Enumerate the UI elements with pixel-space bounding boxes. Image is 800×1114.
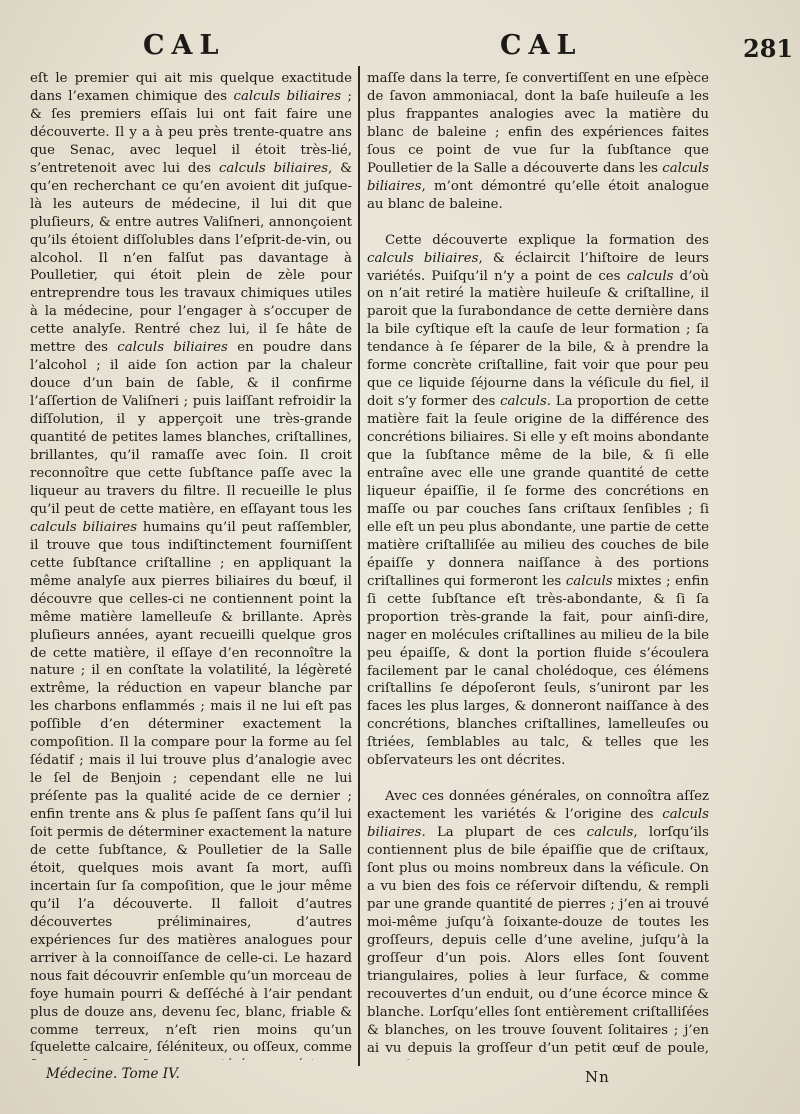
running-head-right: CAL (500, 30, 583, 61)
text-run: . La proportion de cette matière fait la ſeule origine de la différence des concrétions biliaires. Si elle y eſt moins abondante que la ſubſtance même de la bile, & ſi elle entraîne avec elle une grande quantité de cette liqueur épaiſſie, il ſe forme des concrétions en maſſe ou par couches ſans criſtaux ſenſibles ; ſi elle eſt un peu plus abondante, une partie de cette matière criſtalliſée au milieu des couches de bile épaiſſe y donnera naiſſance à des portions criſtallines qui formeront les (367, 394, 709, 589)
paragraph (367, 788, 709, 1060)
italic-term: calculs (565, 573, 613, 589)
text-run: Avec ces données générales, on connoîtra aſſez exactement les variétés & l’origine des (367, 789, 709, 823)
text-run: humains qu’il peut raſſembler, il trouve que tous indiſtinctement fourniſſent cette ſubſtance criſtalline ; en appliquant la même analyſe aux pierres biliaires du bœuf, il découvre que celles-ci ne contiennent point la même matière lamelleuſe & brillante. Après pluſieurs années, ayant recueilli quelque gros de cette matière, il eſſaye d’en reconnoître la nature ; il en conſtate la volatilité, la légèreté extrême, la réduction en vapeur blanche par les charbons enflammés ; mais il ne lui eſt pas poſſible d’en déterminer exactement la compoſition. Il la compare pour la forme au ſel ſédatif ; mais il lui trouve plus d’analogie avec le ſel de Benjoin ; cependant elle ne lui préſente pas la qualité acide de ce dernier ; enfin trente ans & plus ſe paſſent ſans qu’il lui ſoit permis de déterminer exactement la nature de cette ſubſtance, & Poulletier de la Salle étoit, quelques mois avant ſa mort, auſſi incertain ſur ſa compoſition, que le jour même qu’il l’a découverte. Il falloit d’autres découvertes préliminaires, d’autres expériences ſur des matières analogues pour arriver à la connoiſſance de celle-ci. Le hazard nous fait découvrir enſemble qu’un morceau de foye humain pourri & deſſéché à l’air pendant plus de douze ans, devenu ſec, blanc, friable & comme terreux, n’eſt rien moins qu’un ſquelette calcaire, ſéléniteux, ou oſſeux, comme (30, 519, 352, 1056)
italic-term: calculs biliaires (367, 807, 709, 841)
column-divider (358, 66, 360, 1066)
text-run: d’où on n’ait retiré la matière huileuſe & criſtalline, il paroit que la ſurabondance de cette dernière dans la bile cyſtique eſt la cauſe de leur formation ; ſa tendance à ſe ſéparer de la bile, & à prendre la forme concrète criſtalline, fait voir que pour peu que ce liquide ſéjourne dans la véſicule du fiel, il doit s’y former des (367, 268, 709, 410)
text-run: , m’ont démontré qu’elle étoit analogue au blanc de baleine. (367, 178, 709, 212)
left-column (30, 70, 352, 1060)
text-run: mixtes ; enfin ſi cette ſubſtance eſt très-abondante, & ſi ſa proportion très-grande la fait, pour ainſi-dire, nager en molécules criſtallines au milieu de la bile peu épaiſſe, & dont la portion fluide s’écoulera facilement par le canal cholédoque, ces élémens criſtallins ſe dépoſeront ſeuls, s’uniront par les faces les plus larges, & donneront naiſſance à des concrétions, blanches criſtallines, lamelleuſes ou ſtriées, ſemblables au talc, & telles que les obſervateurs les ont décrites. (367, 573, 709, 769)
italic-term: calculs (586, 825, 634, 841)
italic-term: calculs biliaires (233, 88, 342, 104)
text-run: , lorſqu’ils contiennent plus de bile épaiſſie que de criſtaux, ſont plus ou moins nombreux dans la véſicule. On a vu bien des fois ce réſervoir diſtendu, & rempli par une grande quantité de pierres ; j’en ai trouvé moi-même juſqu’à ſoixante-douze de toutes les groſſeurs, depuis celle d’une aveline, juſqu’à la groſſeur d’un pois. Alors elles ſont ſouvent triangulaires, polies à leur ſurface, & comme recouvertes d’un enduit, ou d’une écorce mince & blanche. Lorſqu’elles ſont entièrement criſtalliſées & blanches, on les trouve ſouvent ſolitaires ; j’en ai vu depuis la groſſeur d’un petit œuf de poule, (367, 825, 709, 1056)
right-column (367, 70, 709, 1060)
italic-term: calculs (500, 394, 547, 410)
italic-term: calculs biliaires (367, 250, 479, 266)
text-run: . La plupart de ces (421, 825, 587, 841)
running-header (0, 30, 800, 64)
signature-mark: Nn (585, 1068, 610, 1086)
paragraph (367, 232, 709, 771)
running-head-left: CAL (143, 30, 226, 61)
italic-term: calculs biliaires (30, 519, 138, 535)
text-run: , & éclaircit l’hiſtoire de leurs variétés. Puiſqu’il n’y a point de ces (367, 250, 709, 284)
italic-term: calculs biliaires (367, 160, 709, 194)
italic-term: calculs biliaires (218, 160, 329, 176)
text-run: ; & ſes premiers eſſais lui ont fait faire une découverte. Il y a à peu près trente-quatre ans que Senac, avec lequel il étoit très-lié, s’entretenoit avec lui des (30, 88, 352, 176)
text-run: Cette découverte explique la formation des (385, 232, 709, 248)
italic-term: calculs (626, 268, 674, 284)
text-run: eſt le premier qui ait mis quelque exactitude dans l’examen chimique des (30, 71, 352, 104)
footer-signature: Médecine. Tome IV. (46, 1066, 180, 1082)
page-number: 281 (743, 34, 794, 63)
italic-term: calculs biliaires (117, 340, 228, 356)
text-run: , & qu’en recherchant ce qu’en avoient dit juſque-là les auteurs de médecine, il lui dit que pluſieurs, & entre autres Valiſneri, annonçoient qu’ils étoient diſſolubles dans l’eſprit-de-vin, ou alcohol. Il n’en falſut pas davantage à Poulletier, qui étoit plein de zèle pour entreprendre tous les travaux chimiques utiles à la médecine, pour l’engager à s’occuper de cette analyſe. Rentré chez lui, il ſe hâte de mettre des (30, 160, 352, 356)
paragraph (30, 70, 352, 1060)
text-run: maſſe dans la terre, ſe convertiſſent en une eſpèce de ſavon ammoniacal, dont la baſe huileuſe a les plus frappantes analogies avec la matière du blanc de baleine ; enfin des expériences faites ſous ce point de vue ſur la ſubſtance que Poulletier de la Salle a découverte dans les (367, 71, 709, 176)
text-run: en poudre dans l’alcohol ; il aide ſon action par la chaleur douce d’un bain de ſable, & il confirme l’aſſertion de Valiſneri ; puis laiſſant refroidir la diſſolution, il y apperçoit une très-grande quantité de petites lames blanches, criſtallines, brillantes, qu’il ramaſſe avec ſoin. Il croit reconnoître que cette ſubſtance paſſe avec la liqueur au travers du filtre. Il recueille le plus qu’il peut de cette matière, en eſſayant tous les (30, 340, 352, 517)
paragraph (367, 70, 709, 214)
